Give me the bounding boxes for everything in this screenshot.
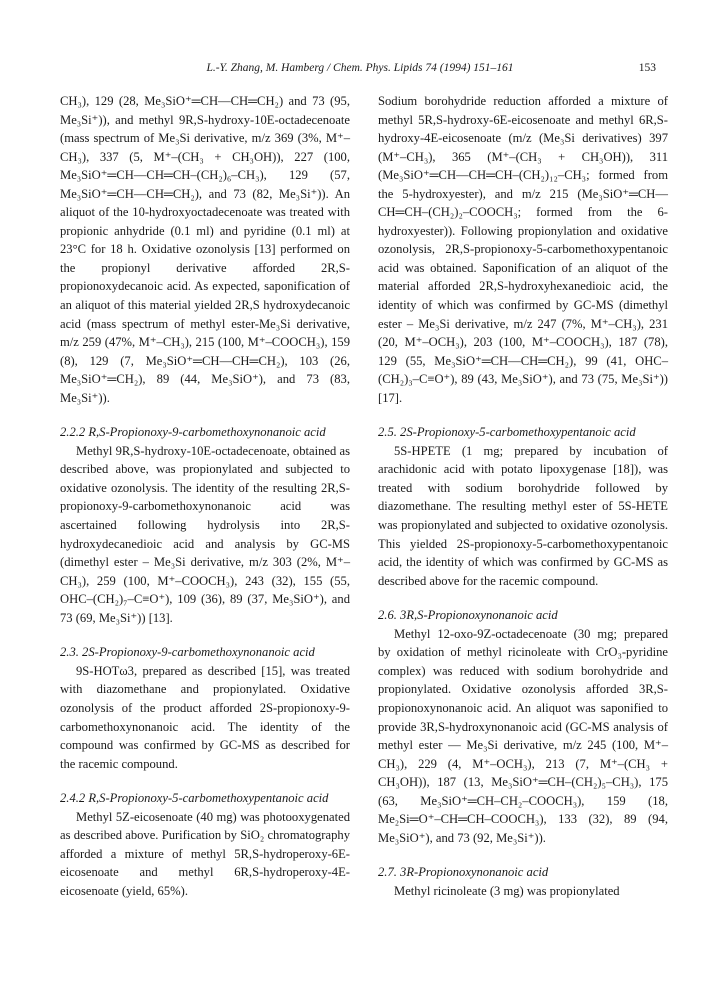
right-column — [378, 92, 668, 900]
section-2-6 — [378, 606, 668, 847]
section-heading: 2.7. 3R-Propionoxynonanoic acid — [378, 865, 549, 880]
section-heading: 2.4.2 R,S-Propionoxy-5-carbomethoxypentanoic acid — [60, 791, 329, 806]
section-body: Methyl 9R,S-hydroxy-10E-octadecenoate, obtained as described above, was propionylated and subjected to oxidative ozonolysis. The identity of the resulting 2R,S-propionoxy-9-carbomethoxynonanoic acid was ascertained following hydrolysis into 2R,S-hydroxydecanedioic acid and analysis by GC-MS (dimethyl ester – Me₃Si derivative, m/z 303 (2%, M⁺–CH₃), 259 (100, M⁺–COOCH₃), 243 (32), 155 (55, OHC–(CH₂)₇–C≡O⁺), 109 (36), 89 (37, Me₃SiO⁺), and 73 (69, Me₃Si⁺)) [13]. — [60, 443, 350, 625]
section-body: Methyl 5Z-eicosenoate (40 mg) was photooxygenated as described above. Purification by SiO₂ chromatography afforded a mixture of methyl 5R,S-hydroperoxy-6E-eicosenoate and methyl 6R,S-hydroperoxy-4E-eicosenoate (yield, 65%). — [60, 809, 350, 898]
page-number: 153 — [638, 62, 656, 74]
left-column — [60, 92, 350, 900]
section-heading: 2.6. 3R,S-Propionoxynonanoic acid — [378, 608, 558, 623]
section-body: Methyl ricinoleate (3 mg) was propionylated — [394, 883, 620, 898]
section-2-2-2 — [60, 423, 350, 627]
section-2-5 — [378, 423, 668, 590]
running-head: L.-Y. Zhang, M. Hamberg / Chem. Phys. Lipids 74 (1994) 151–161 — [206, 62, 514, 74]
section-2-3 — [60, 643, 350, 773]
section-heading: 2.2.2 R,S-Propionoxy-9-carbomethoxynonanoic acid — [60, 425, 326, 440]
section-heading: 2.3. 2S-Propionoxy-9-carbomethoxynonanoic acid — [60, 645, 315, 660]
section-2-4-2 — [60, 789, 350, 900]
section-2-7 — [378, 863, 668, 900]
section-heading: 2.5. 2S-Propionoxy-5-carbomethoxypentanoic acid — [378, 425, 636, 440]
paragraph-continued: CH₃), 129 (28, Me₃SiO⁺═CH—CH═CH₂) and 73 (95, Me₃Si⁺)), and methyl 9R,S-hydroxy-10E-octadecenoate (mass spectrum of Me₃Si derivative, m/z 369 (3%, M⁺–CH₃), 337 (5, M⁺–(CH₃ + CH₃OH)), 227 (100, Me₃SiO⁺═CH—CH═CH–(CH₂)₆–CH₃), 129 (57, Me₃SiO⁺═CH—CH═CH₂), and 73 (82, Me₃Si⁺)). An aliquot of the 10-hydroxyoctadecenoate was treated with propionic anhydride (0.1 ml) and pyridine (0.1 ml) at 23°C for 18 h. Oxidative ozonolysis [13] performed on the propionyl derivative afforded 2R,S-propionoxydecanoic acid. As expected, saponification of an aliquot of this material yielded 2R,S hydroxydecanoic acid (mass spectrum of methyl ester-Me₃Si derivative, m/z 259 (47%, M⁺–CH₃), 215 (100, M⁺–COOCH₃), 159 (8), 129 (7, Me₃SiO⁺═CH—CH═CH₂), 103 (26, Me₃SiO⁺═CH₂), 89 (44, Me₃SiO⁺), and 73 (83, Me₃Si⁺)). — [60, 94, 350, 405]
section-body: 9S-HOTω3, prepared as described [15], was treated with diazomethane and propionylated. Oxidative ozonolysis of the product afforded 2S-propionoxy-9-carbomethoxynonanoic acid. The identity of the compound was confirmed by GC-MS as described for the racemic compound. — [60, 663, 350, 771]
paragraph-continued: Sodium borohydride reduction afforded a mixture of methyl 5R,S-hydroxy-6E-eicosenoate and methyl 6R,S-hydroxy-4E-eicosenoate (m/z (Me₃Si derivatives) 397 (M⁺–CH₃), 365 (M⁺–(CH₃ + CH₃OH)), 311 (Me₃SiO⁺═CH—CH═CH–(CH₂)₁₂–CH₃; formed from the 5-hydroxyester), and m/z 215 (Me₃SiO⁺═CH—CH═CH–(CH₂)₂–COOCH₃; formed from the 6-hydroxyester)). Following propionylation and oxidative ozonolysis, 2R,S-propionoxy-5-carbomethoxypentanoic acid was obtained. Saponification of an aliquot of the material afforded 2R,S-hydroxyhexanedioic acid, the identity of which was confirmed by GC-MS (dimethyl ester – Me₃Si derivative, m/z 247 (7%, M⁺–CH₃), 231 (20, M⁺–OCH₃), 203 (100, M⁺–COOCH₃), 187 (78), 129 (55, Me₃SiO⁺═CH—CH═CH₂), 99 (41, OHC–(CH₂)₃–C≡O⁺), 89 (43, Me₃SiO⁺), and 73 (75, Me₃Si⁺)) [17]. — [378, 94, 668, 405]
section-body: 5S-HPETE (1 mg; prepared by incubation of arachidonic acid with potato lipoxygenase [18]), was treated with sodium borohydride followed by diazomethane. The resulting methyl ester of 5S-HETE was propionylated and subjected to oxidative ozonolysis. This yielded 2S-propionoxy-5-carbomethoxypentanoic acid, the identity of which was confirmed by GC-MS as described above for the racemic compound. — [378, 443, 668, 588]
section-body: Methyl 12-oxo-9Z-octadecenoate (30 mg; prepared by oxidation of methyl ricinoleate with CrO₃-pyridine complex) was reduced with sodium borohydride and propionylated. Oxidative ozonolysis afforded 3R,S-propionoxynonanoic acid. An aliquot was saponified to provide 3R,S-hydroxynonanoic acid (GC-MS analysis of methyl ester — Me₃Si derivative, m/z 245 (100, M⁺–CH₃), 229 (4, M⁺–OCH₃), 213 (7, M⁺–(CH₃ + CH₃OH)), 187 (13, Me₃SiO⁺═CH–(CH₂)₅–CH₃), 175 (63, Me₃SiO⁺═CH–CH₂–COOCH₃), 159 (18, Me₂Si═O⁺–CH═CH–COOCH₃), 133 (32), 89 (94, Me₃SiO⁺), and 73 (92, Me₃Si⁺)). — [378, 626, 668, 845]
